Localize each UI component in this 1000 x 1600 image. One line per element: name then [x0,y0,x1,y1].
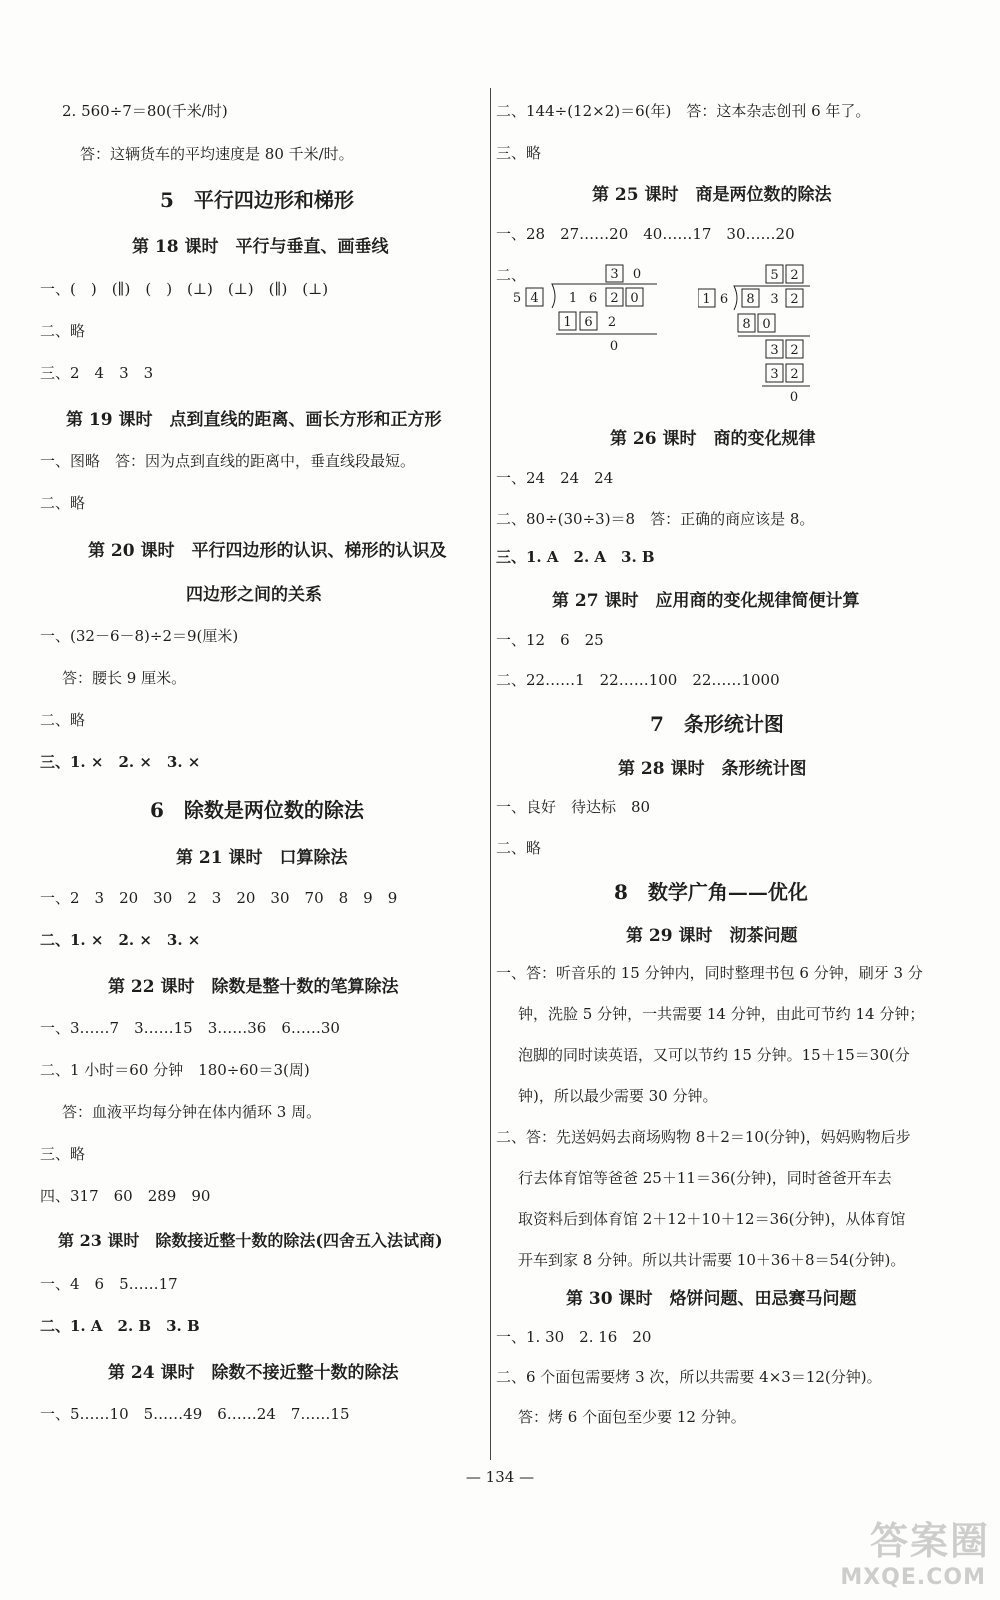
lesson-title: 第 22 课时 除数是整十数的笔算除法 [108,977,399,997]
watermark-logo [810,1510,990,1590]
lesson-title: 第 23 课时 除数接近整十数的除法(四舍五入法试商) [58,1231,443,1250]
answer-line: 二、1 小时＝60 分钟 180÷60＝3(周) [40,1061,310,1079]
lesson-title: 第 25 课时 商是两位数的除法 [592,185,832,205]
answer-line: 二、1. × 2. × 3. × [40,931,201,949]
lesson-title: 第 26 课时 商的变化规律 [610,429,816,449]
lesson-title: 第 21 课时 口算除法 [176,848,348,868]
lesson-title: 第 18 课时 平行与垂直、画垂线 [132,237,389,257]
page-number: — 134 — [465,1468,535,1486]
answer-line: 一、( ) (∥) ( ) (⊥) (⊥) (∥) (⊥) [40,280,329,298]
answer-line: 取资料后到体育馆 2＋12＋10＋12＝36(分钟)，从体育馆 [518,1210,906,1228]
answer-line: 一、28 27……20 40……17 30……20 [496,225,795,243]
answer-line: 行去体育馆等爸爸 25＋11＝36(分钟)，同时爸爸开车去 [518,1169,892,1187]
answer-line: 一、1. 30 2. 16 20 [496,1328,652,1346]
lesson-title: 第 28 课时 条形统计图 [618,759,807,779]
answer-line: 二、略 [40,494,86,512]
answer-line: 三、略 [40,1145,86,1163]
answer-line: 三、2 4 3 3 [40,364,154,382]
product-digit: 3 [770,367,779,382]
partial-digit: 2 [790,343,799,358]
answer-line: 一、良好 待达标 80 [496,798,651,816]
answer-line: 一、图略 答：因为点到直线的距离中，垂直线段最短。 [40,452,416,470]
answer-line: 钟)，所以最少需要 30 分钟。 [518,1087,718,1105]
answer-line: 二、144÷(12×2)＝6(年) 答：这本杂志创刊 6 年了。 [496,102,871,120]
product-digit: 8 [742,317,751,332]
answer-line: 二、6 个面包需要烤 3 次，所以共需要 4×3＝12(分钟)。 [496,1368,882,1386]
dividend-digit: 0 [630,291,639,306]
answer-line: 一、4 6 5……17 [40,1275,178,1293]
remainder-digit: 0 [609,339,619,354]
lesson-title: 第 20 课时 平行四边形的认识、梯形的认识及 [88,541,447,561]
answer-line: 一、答：听音乐的 15 分钟内，同时整理书包 6 分钟，刷牙 3 分 [496,964,923,982]
quotient-digit: 2 [790,268,799,283]
answer-line: 二、 [496,266,527,284]
answer-line: 钟，洗脸 5 分钟，一共需要 14 分钟，由此可节约 14 分钟； [518,1005,925,1023]
product-digit: 2 [607,315,617,330]
product-digit: 6 [584,315,593,330]
long-division-2 [698,262,833,404]
divisor-digit: 1 [702,292,711,307]
lesson-title: 第 30 课时 烙饼问题、田忌赛马问题 [566,1289,857,1309]
remainder-digit: 0 [789,390,799,404]
divisor-digit: 6 [719,292,729,307]
chapter-title: 8 数学广角——优化 [614,880,808,904]
answer-line: 二、22……1 22……100 22……1000 [496,671,780,689]
answer-line: 二、略 [496,839,542,857]
quotient-digit: 5 [770,268,779,283]
product-digit: 0 [762,317,771,332]
answer-line: 答：这辆货车的平均速度是 80 千米/时。 [80,145,354,163]
dividend-digit: 2 [610,291,619,306]
column-divider [490,88,491,1460]
dividend-digit: 3 [770,292,779,307]
quotient-digit: 3 [610,267,619,282]
lesson-title: 第 19 课时 点到直线的距离、画长方形和正方形 [66,410,442,430]
answer-line: 二、80÷(30÷3)＝8 答：正确的商应该是 8。 [496,510,815,528]
answer-line: 开车到家 8 分钟。所以共计需要 10＋36＋8＝54(分钟)。 [518,1251,906,1269]
answer-line: 一、24 24 24 [496,469,614,487]
dividend-digit: 1 [568,291,578,306]
lesson-title: 第 27 课时 应用商的变化规律简便计算 [552,591,860,611]
answer-line: 答：腰长 9 厘米。 [62,669,187,687]
answer-line: 答：血液平均每分钟在体内循环 3 周。 [62,1103,322,1121]
watermark-url: MXQE.COM [840,1565,986,1590]
answer-line: 三、1. A 2. A 3. B [496,548,655,566]
watermark-text: 答案圈 [869,1518,990,1563]
product-digit: 1 [563,315,572,330]
answer-line: 一、2 3 20 30 2 3 20 30 70 8 9 9 [40,889,398,907]
answer-line: 一、3……7 3……15 3……36 6……30 [40,1019,340,1037]
answer-line: 二、略 [40,322,86,340]
answer-line: 答：烤 6 个面包至少要 12 分钟。 [518,1408,746,1426]
dividend-digit: 6 [588,291,598,306]
answer-line: 一、12 6 25 [496,631,604,649]
answer-line: 一、5……10 5……49 6……24 7……15 [40,1405,350,1423]
chapter-title: 6 除数是两位数的除法 [150,798,364,822]
answer-line: 二、略 [40,711,86,729]
divisor-digit: 4 [530,291,539,306]
chapter-title: 5 平行四边形和梯形 [160,188,354,212]
divisor-digit: 5 [512,291,522,306]
dividend-digit: 2 [790,292,799,307]
answer-line: 三、略 [496,144,542,162]
lesson-title: 第 24 课时 除数不接近整十数的除法 [108,1363,399,1383]
answer-line: 二、答：先送妈妈去商场购物 8＋2＝10(分钟)，妈妈购物后步 [496,1128,911,1146]
chapter-title: 7 条形统计图 [650,712,784,736]
answer-line: 2. 560÷7＝80(千米/时) [62,102,228,120]
answer-line: 泡脚的同时读英语，又可以节约 15 分钟。15＋15＝30(分 [518,1046,910,1064]
answer-line: 三、1. × 2. × 3. × [40,753,201,771]
quotient-digit: 0 [632,267,642,282]
lesson-title: 第 29 课时 沏茶问题 [626,926,798,946]
answer-line: 二、1. A 2. B 3. B [40,1317,200,1335]
dividend-digit: 8 [746,292,755,307]
product-digit: 2 [790,367,799,382]
lesson-title: 四边形之间的关系 [186,585,322,605]
answer-line: 四、317 60 289 90 [40,1187,211,1205]
answer-line: 一、(32－6－8)÷2＝9(厘米) [40,627,239,645]
partial-digit: 3 [770,343,779,358]
long-division-1 [512,262,662,354]
